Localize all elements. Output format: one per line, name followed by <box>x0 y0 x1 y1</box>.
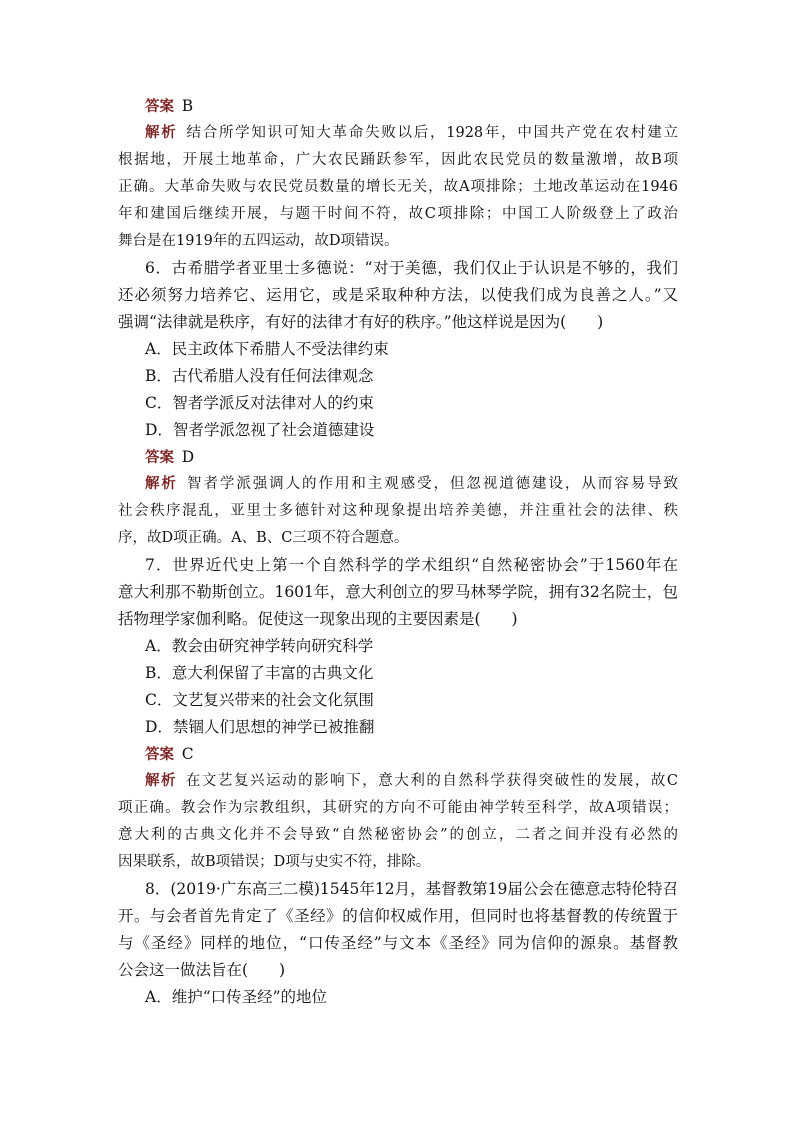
q6-option-c[interactable]: C．智者学派反对法律对人的约束 <box>145 394 374 412</box>
q5-analysis-line-3: 正确。大革命失败与农民党员数量的增长无关，故A项排除；土地改革运动在1946 <box>118 179 678 195</box>
q6-option-b[interactable]: B．古代希腊人没有任何法律观念 <box>145 367 374 385</box>
q5-analysis-line-2: 根据地，开展土地革命，广大农民踊跃参军，因此农民党员的数量激增，故B项 <box>118 152 678 168</box>
q5-analysis-line-1: 解析 结合所学知识可知大革命失败以后，1928年，中国共产党在农村建立 <box>145 125 679 141</box>
q7-analysis-line-2: 项正确。教会作为宗教组织，其研究的方向不可能由神学转至科学，故A项错误； <box>118 800 678 816</box>
q8-stem-line-1: 8．(2019·广东高三二模)1545年12月，基督教第19届公会在德意志特伦特召 <box>145 880 678 898</box>
q6-answer-line <box>145 447 194 468</box>
analysis-label: 解析 <box>145 125 178 141</box>
q6-stem-line-2: 还必须努力培养它、运用它，或是采取种种方法，以使我们成为良善之人。”又 <box>118 286 678 304</box>
analysis-label: 解析 <box>145 773 178 789</box>
q5-answer-line <box>145 96 193 117</box>
q6-option-a[interactable]: A．民主政体下希腊人不受法律约束 <box>145 340 389 358</box>
q7-analysis-line-4: 因果联系，故B项错误；D项与史实不符，排除。 <box>118 854 431 870</box>
q7-stem-line-1: 7．世界近代史上第一个自然科学的学术组织“自然秘密协会”于1560年在 <box>145 556 678 574</box>
q7-stem-line-3: 括物理学家伽利略。促使这一现象出现的主要因素是( ) <box>118 610 518 628</box>
q6-analysis-line-1: 解析 智者学派强调人的作用和主观感受，但忽视道德建设，从而容易导致 <box>145 476 678 492</box>
q7-option-b[interactable]: B．意大利保留了丰富的古典文化 <box>145 664 374 682</box>
q8-stem-line-4: 公会这一做法旨在( ) <box>118 961 286 979</box>
q7-stem-line-2: 意大利那不勒斯创立。1601年，意大利创立的罗马林琴学院，拥有32名院士，包 <box>118 583 678 601</box>
q8-stem-line-3: 与《圣经》同样的地位，“口传圣经”与文本《圣经》同为信仰的源泉。基督教 <box>118 934 678 952</box>
q6-analysis-line-2: 社会秩序混乱，亚里士多德针对这种现象提出培养美德，并注重社会的法律、秩 <box>118 503 678 519</box>
q6-stem-line-1: 6．古希腊学者亚里士多德说：“对于美德，我们仅止于认识是不够的，我们 <box>145 259 678 277</box>
analysis-label: 解析 <box>145 476 178 492</box>
answer-label: 答案 <box>145 747 174 763</box>
q6-stem-line-3: 强调“法律就是秩序，有好的法律才有好的秩序。”他这样说是因为( ) <box>118 313 604 331</box>
answer-label: 答案 <box>145 99 174 115</box>
q6-option-d[interactable]: D．智者学派忽视了社会道德建设 <box>145 421 375 439</box>
q7-option-c[interactable]: C．文艺复兴带来的社会文化氛围 <box>145 691 374 709</box>
q7-option-d[interactable]: D．禁锢人们思想的神学已被推翻 <box>145 718 375 736</box>
q6-answer: D <box>181 448 195 466</box>
q7-analysis-line-1: 解析 在文艺复兴运动的影响下，意大利的自然科学获得突破性的发展，故C <box>145 773 679 789</box>
answer-label: 答案 <box>145 450 174 466</box>
q7-analysis-line-3: 意大利的古典文化并不会导致“自然秘密协会”的创立，二者之间并没有必然的 <box>118 827 678 843</box>
q7-option-a[interactable]: A．教会由研究神学转向研究科学 <box>145 637 374 655</box>
q6-analysis-line-3: 序，故D项正确。A、B、C三项不符合题意。 <box>118 530 409 546</box>
q5-analysis-line-4: 年和建国后继续开展，与题干时间不符，故C项排除；中国工人阶级登上了政治 <box>118 206 678 222</box>
q5-analysis-line-5: 舞台是在1919年的五四运动，故D项错误。 <box>118 233 399 249</box>
q7-answer: C <box>181 745 194 763</box>
q8-option-a[interactable]: A．维护“口传圣经”的地位 <box>145 988 328 1006</box>
q8-stem-line-2: 开。与会者首先肯定了《圣经》的信仰权威作用，但同时也将基督教的传统置于 <box>118 907 678 925</box>
q5-answer: B <box>181 97 194 115</box>
q7-answer-line <box>145 744 194 765</box>
